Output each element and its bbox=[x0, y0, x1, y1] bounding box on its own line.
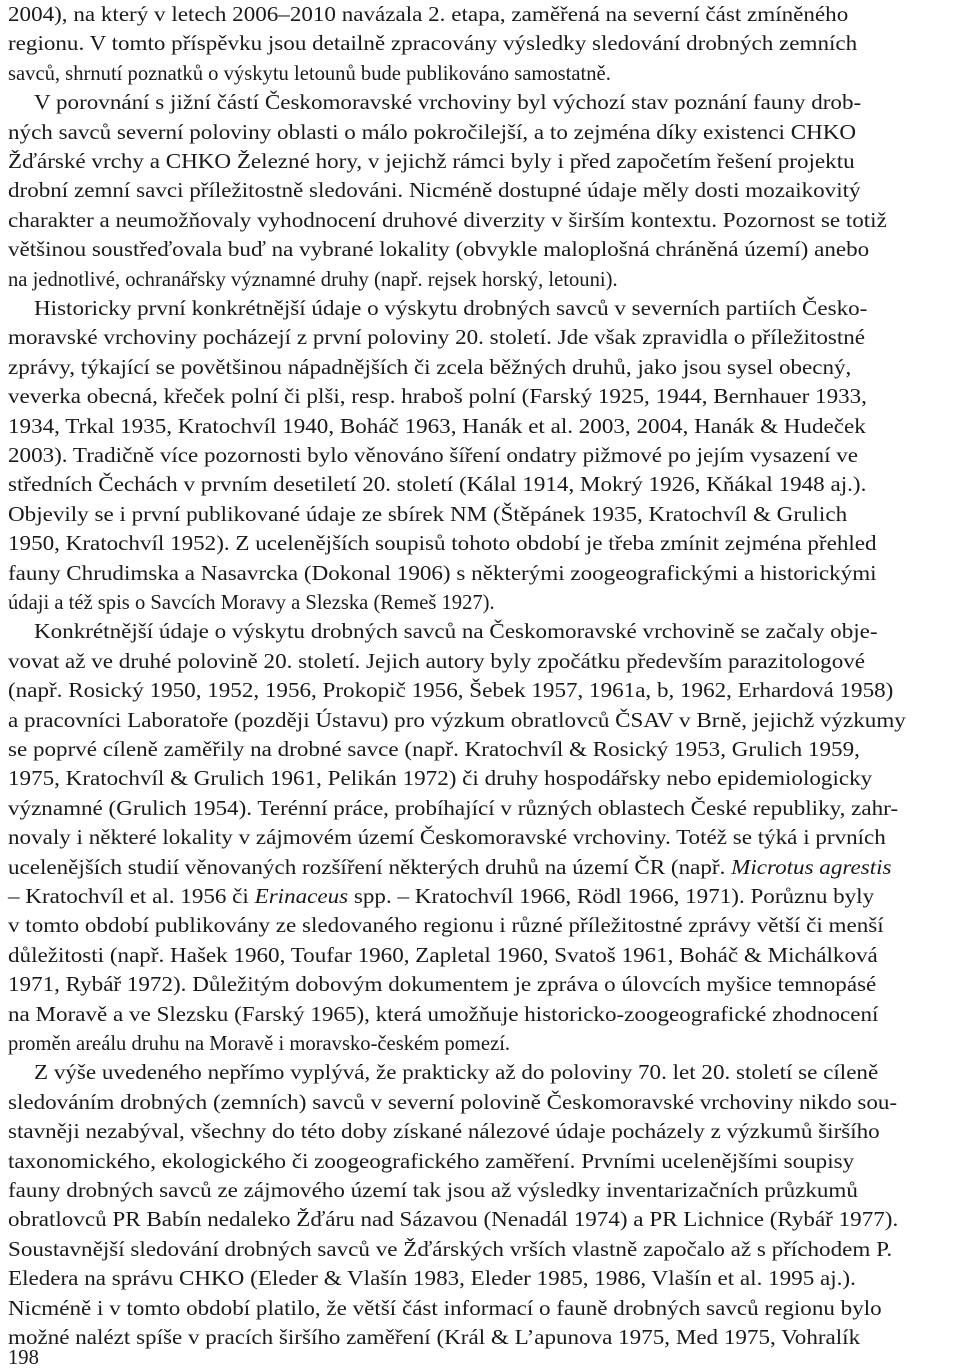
text-line bbox=[8, 911, 954, 941]
text-line-content: většinou soustřeďovala buď na vybrané lokality (obvykle maloplošná chráněná území) anebo bbox=[8, 239, 870, 261]
text-line-content: proměn areálu druhu na Moravě i moravsko-českém pomezí. bbox=[8, 1033, 511, 1055]
text-line bbox=[8, 147, 954, 177]
text-line-content: novaly i některé lokality v zájmovém území Českomoravské vrchoviny. Totéž se týká i prvních bbox=[8, 827, 886, 849]
text-line bbox=[8, 735, 954, 765]
text-line-content: středních Čechách v prvním desetiletí 20. století (Kálal 1914, Mokrý 1926, Kňákal 1948 aj.). bbox=[8, 474, 867, 496]
text-line bbox=[34, 617, 954, 647]
text-line-content: Z výše uvedeného nepřímo vyplývá, že prakticky až do poloviny 70. let 20. století se cíleně bbox=[34, 1062, 879, 1084]
text-line bbox=[8, 1088, 954, 1118]
text-line bbox=[8, 1029, 954, 1059]
text-line-content: obratlovců PR Babín nedaleko Žďáru nad Sázavou (Nenadál 1974) a PR Lichnice (Rybář 1977). bbox=[8, 1209, 899, 1231]
text-line bbox=[8, 1323, 954, 1353]
text-line-content: 1950, Kratochvíl 1952). Z ucelenějších soupisů tohoto období je třeba zmínit zejména přehled bbox=[8, 533, 877, 555]
text-line bbox=[8, 1176, 954, 1206]
text-line bbox=[8, 1147, 954, 1177]
text-line bbox=[8, 412, 954, 442]
text-line-content: veverka obecná, křeček polní či plši, resp. hraboš polní (Farský 1925, 1944, Bernhauer 1933, bbox=[8, 386, 867, 408]
text-line-content: Historicky první konkrétnější údaje o výskytu drobných savců v severních partiích Česko- bbox=[34, 298, 868, 320]
text-line-content: 1934, Trkal 1935, Kratochvíl 1940, Boháč 1963, Hanák et al. 2003, 2004, Hanák & Hudeček bbox=[8, 416, 866, 438]
text-line-content: sledováním drobných (zemních) savců v severní polovině Českomoravské vrchoviny nikdo sou- bbox=[8, 1092, 898, 1114]
text-line-content: Eledera na správu CHKO (Eleder & Vlašín 1983, Eleder 1985, 1986, Vlašín et al. 1995 aj.). bbox=[8, 1268, 856, 1290]
text-line bbox=[8, 941, 954, 971]
text-line bbox=[8, 647, 954, 677]
text-line bbox=[8, 1294, 954, 1324]
text-line-content: 2003). Tradičně více pozornosti bylo věnováno šíření ondatry pižmové po jejím vysazení ve bbox=[8, 445, 859, 467]
text-line-content: V porovnání s jižní částí Českomoravské vrchoviny byl výchozí stav poznání fauny drob- bbox=[34, 92, 862, 114]
text-line-content: fauny drobných savců ze zájmového území tak jsou až výsledky inventarizačních průzkumů bbox=[8, 1180, 858, 1202]
text-line bbox=[8, 0, 954, 30]
text-line bbox=[8, 265, 954, 295]
text-line bbox=[8, 470, 954, 500]
text-line-content: 2004), na který v letech 2006–2010 navázala 2. etapa, zaměřená na severní část zmíněného bbox=[8, 4, 849, 26]
text-line-content: se poprvé cíleně zaměřily na drobné savce (např. Kratochvíl & Rosický 1953, Grulich 1959, bbox=[8, 739, 860, 761]
text-line-content: ucelenějších studií věnovaných rozšíření některých druhů na území ČR (např. Microtus agrestis bbox=[8, 857, 892, 879]
text-line bbox=[34, 294, 954, 324]
text-line-content: možné nalézt spíše v pracích širšího zaměření (Král & L’apunova 1975, Med 1975, Vohralík bbox=[8, 1327, 861, 1349]
text-line bbox=[8, 559, 954, 589]
text-line-content: Konkrétnější údaje o výskytu drobných savců na Českomoravské vrchovině se začaly obje- bbox=[34, 621, 878, 643]
text-line-content: v tomto období publikovány ze sledovaného regionu i různé příležitostné zprávy větší či menší bbox=[8, 915, 884, 937]
text-line-content: moravské vrchoviny pocházejí z první poloviny 20. století. Jde však zpravidla o příležitostné bbox=[8, 327, 866, 349]
text-line bbox=[8, 588, 954, 618]
text-line-content: údaji a též spis o Savcích Moravy a Slezska (Remeš 1927). bbox=[8, 592, 495, 614]
text-line bbox=[8, 1264, 954, 1294]
page-number: 198 bbox=[8, 1347, 39, 1369]
text-line bbox=[8, 441, 954, 471]
text-line bbox=[8, 764, 954, 794]
text-line bbox=[34, 1058, 954, 1088]
text-line-content: důležitosti (např. Hašek 1960, Toufar 1960, Zapletal 1960, Svatoš 1961, Boháč & Michálková bbox=[8, 945, 878, 967]
text-line bbox=[8, 1117, 954, 1147]
text-line bbox=[8, 176, 954, 206]
text-line-content: vovat až ve druhé polovině 20. století. Jejich autory byly zpočátku především parazitologové bbox=[8, 651, 866, 673]
text-line bbox=[8, 1205, 954, 1235]
text-line-content: regionu. V tomto příspěvku jsou detailně zpracovány výsledky sledování drobných zemních bbox=[8, 33, 858, 55]
text-line-content: na jednotlivé, ochranářsky významné druhy (např. rejsek horský, letouni). bbox=[8, 269, 618, 291]
text-line-content: a pracovníci Laboratoře (později Ústavu) pro výzkum obratlovců ČSAV v Brně, jejichž výzkumy bbox=[8, 710, 906, 732]
text-line bbox=[8, 353, 954, 383]
text-line bbox=[8, 1000, 954, 1030]
text-line-content: drobní zemní savci příležitostně sledováni. Nicméně dostupné údaje měly dosti mozaikovitý bbox=[8, 180, 861, 202]
text-line-content: Soustavnější sledování drobných savců ve Žďárských vrších vlastně započalo až s příchodem P. bbox=[8, 1239, 893, 1261]
text-line bbox=[8, 794, 954, 824]
text-line bbox=[8, 970, 954, 1000]
text-line bbox=[8, 676, 954, 706]
text-line-content: na Moravě a ve Slezsku (Farský 1965), která umožňuje historicko-zoogeografické zhodnocení bbox=[8, 1004, 879, 1026]
text-line-content: významné (Grulich 1954). Terénní práce, probíhající v různých oblastech České republiky, zahr- bbox=[8, 798, 899, 820]
text-line bbox=[8, 1235, 954, 1265]
text-line-content: 1971, Rybář 1972). Důležitým dobovým dokumentem je zpráva o úlovcích myšice temnopásé bbox=[8, 974, 877, 996]
text-line-content: savců, shrnutí poznatků o výskytu letounů bude publikováno samostatně. bbox=[8, 63, 611, 85]
text-line bbox=[8, 382, 954, 412]
text-line bbox=[8, 206, 954, 236]
text-line-content: zprávy, týkající se povětšinou nápadnějších či zcela běžných druhů, jako jsou sysel obecný, bbox=[8, 357, 852, 379]
text-line-content: taxonomického, ekologického či zoogeografického zaměření. Prvními ucelenějšími soupisy bbox=[8, 1151, 855, 1173]
text-line bbox=[8, 500, 954, 530]
text-line bbox=[8, 59, 954, 89]
text-line bbox=[34, 88, 954, 118]
text-line bbox=[8, 118, 954, 148]
text-line bbox=[8, 706, 954, 736]
text-line-content: fauny Chrudimska a Nasavrcka (Dokonal 1906) s některými zoogeografickými a historickými bbox=[8, 563, 877, 585]
text-line-content: – Kratochvíl et al. 1956 či Erinaceus spp. – Kratochvíl 1966, Rödl 1966, 1971). Porůznu byly bbox=[8, 886, 875, 908]
text-line-content: (např. Rosický 1950, 1952, 1956, Prokopič 1956, Šebek 1957, 1961a, b, 1962, Erhardová 1958) bbox=[8, 680, 894, 702]
text-line-content: 1975, Kratochvíl & Grulich 1961, Pelikán 1972) či druhy hospodářsky nebo epidemiologicky bbox=[8, 768, 873, 790]
text-line-content: Nicméně i v tomto období platilo, že větší část informací o fauně drobných savců regionu bylo bbox=[8, 1298, 882, 1320]
text-line bbox=[8, 882, 954, 912]
text-line-content: ných savců severní poloviny oblasti o málo pokročilejší, a to zejména díky existenci CHKO bbox=[8, 122, 857, 144]
text-line-content: Objevily se i první publikované údaje ze sbírek NM (Štěpánek 1935, Kratochvíl & Grulich bbox=[8, 504, 848, 526]
text-line bbox=[8, 323, 954, 353]
text-line-content: stavněji nezabýval, všechny do této doby získané nálezové údaje pocházely z výzkumů širšího bbox=[8, 1121, 880, 1143]
text-line bbox=[8, 823, 954, 853]
text-line bbox=[8, 529, 954, 559]
text-line-content: charakter a neumožňovaly vyhodnocení druhové diverzity v širším kontextu. Pozornost se totiž bbox=[8, 210, 887, 232]
text-line bbox=[8, 853, 954, 883]
text-line-content: Žďárské vrchy a CHKO Železné hory, v jejichž rámci byly i před započetím řešení projektu bbox=[8, 151, 855, 173]
text-line bbox=[8, 29, 954, 59]
text-line bbox=[8, 235, 954, 265]
